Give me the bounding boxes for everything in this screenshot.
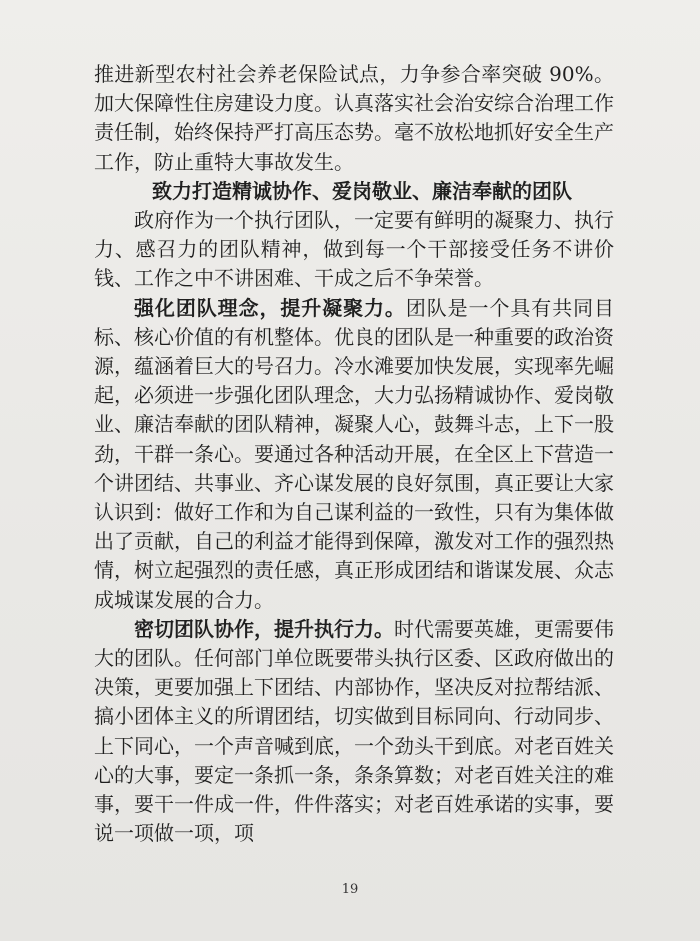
page-number: 19 xyxy=(341,882,359,897)
paragraph-4-lead: 密切团队协作，提升执行力。 xyxy=(134,616,394,641)
paragraph-3-lead: 强化团队理念，提升凝聚力。 xyxy=(134,295,406,320)
paragraph-3-body: 团队是一个具有共同目标、核心价值的有机整体。优良的团队是一种重要的政治资源，蕴涵着巨大的号召力。冷水滩要加快发展，实现率先崛起，必须进一步强化团队理念，大力弘扬精诚协作、爱岗敬业、廉洁奉献的团队精神，凝聚人心，鼓舞斗志，上下一股劲，干群一条心。要通过各种活动开展，在全区上下营造一个讲团结、共事业、齐心谋发展的良好氛围，真正要让大家认识到：做好工作和为自己谋利益的一致性，只有为集体做出了贡献，自己的利益才能得到保障，激发对工作的强烈热情，树立起强烈的责任感，真正形成团结和谐谋发展、众志成城谋发展的合力。 xyxy=(94,295,615,612)
paragraph-4-body: 时代需要英雄，更需要伟大的团队。任何部门单位既要带头执行区委、区政府做出的决策，更要加强上下团结、内部协作，坚决反对拉帮结派、搞小团体主义的所谓团结，切实做到目标同向、行动同步、上下同心，一个声音喊到底，一个劲头干到底。对老百姓关心的大事，要定一条抓一条，条条算数；对老百姓关注的难事，要干一件成一件，件件落实；对老百姓承诺的实事，要说一项做一项，项 xyxy=(94,616,614,846)
paragraph-4 xyxy=(94,615,614,849)
paragraph-3 xyxy=(94,294,614,615)
paragraph-2: 政府作为一个执行团队，一定要有鲜明的凝聚力、执行力、感召力的团队精神，做到每一个干部接受任务不讲价钱、工作之中不讲困难、干成之后不争荣誉。 xyxy=(94,208,614,291)
body-text xyxy=(94,60,614,848)
section-heading: 致力打造精诚协作、爱岗敬业、廉洁奉献的团队 xyxy=(152,178,572,203)
paragraph-1: 推进新型农村社会养老保险试点，力争参合率突破 90%。加大保障性住房建设力度。认真落实社会治安综合治理工作责任制，始终保持严打高压态势。毫不放松地抓好安全生产工作，防止重特大事故发生。 xyxy=(94,62,614,174)
